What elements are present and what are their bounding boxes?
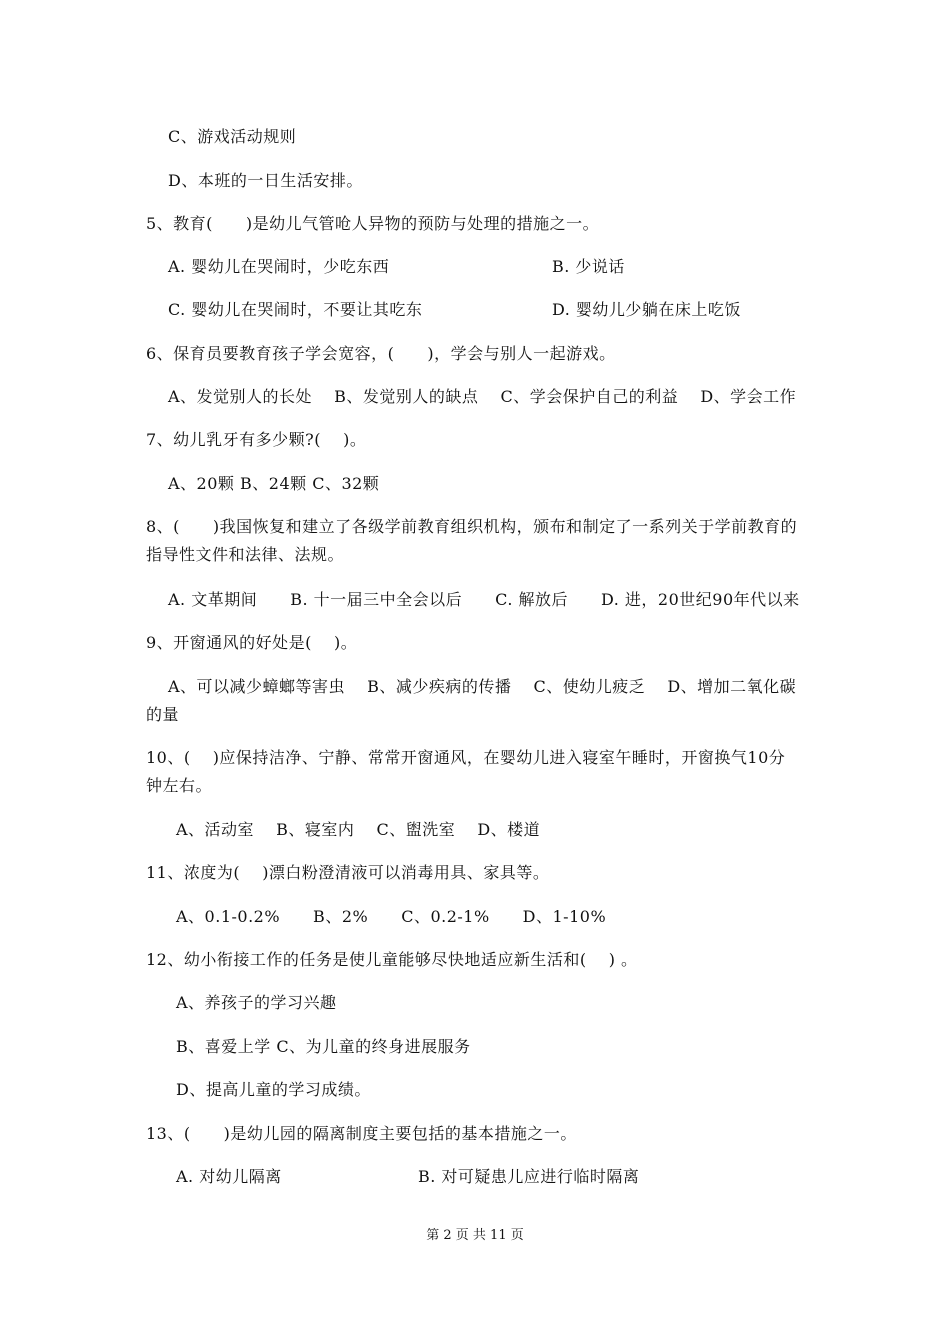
- question-line: 指导性文件和法律、法规。: [146, 545, 345, 564]
- option-line: A、发觉别人的长处 B、发觉别人的缺点 C、学会保护自己的利益 D、学会工作: [168, 387, 797, 406]
- option-b: B. 少说话: [552, 257, 625, 276]
- option-line: A、0.1-0.2% B、2% C、0.2-1% D、1-10%: [176, 907, 607, 926]
- question-line: 钟左右。: [146, 776, 213, 795]
- option-b: B. 对可疑患儿应进行临时隔离: [418, 1167, 640, 1186]
- option-c: C. 婴幼儿在哭闹时，不要让其吃东: [168, 300, 423, 319]
- question-line: 9、开窗通风的好处是( )。: [146, 633, 358, 652]
- question-line: 8、( )我国恢复和建立了各级学前教育组织机构，颁布和制定了一系列关于学前教育的: [146, 517, 798, 536]
- question-line: 5、教育( )是幼儿气管呛人异物的预防与处理的措施之一。: [146, 214, 600, 233]
- option-line: 的量: [146, 705, 180, 724]
- question-line: 11、浓度为( )漂白粉澄清液可以消毒用具、家具等。: [146, 863, 550, 882]
- question-line: 7、幼儿乳牙有多少颗?( )。: [146, 430, 367, 449]
- page-footer: 第 2 页 共 11 页: [426, 1228, 524, 1243]
- option-line: A、可以减少蟑螂等害虫 B、减少疾病的传播 C、使幼儿疲乏 D、增加二氧化碳: [168, 677, 797, 696]
- question-line: 13、( )是幼儿园的隔离制度主要包括的基本措施之一。: [146, 1124, 577, 1143]
- question-line: 10、( )应保持洁净、宁静、常常开窗通风，在婴幼儿进入寝室午睡时，开窗换气10分: [146, 748, 786, 767]
- option-d: D. 婴幼儿少躺在床上吃饭: [552, 300, 741, 319]
- option-a: A. 对幼儿隔离: [176, 1167, 282, 1186]
- question-line: 6、保育员要教育孩子学会宽容，( )，学会与别人一起游戏。: [146, 344, 616, 363]
- option-line: A. 文革期间 B. 十一届三中全会以后 C. 解放后 D. 进，20世纪90年代以来: [168, 590, 800, 609]
- option-line: D、提高儿童的学习成绩。: [176, 1080, 371, 1099]
- option-line: A、20颗 B、24颗 C、32颗: [168, 474, 380, 493]
- option-line: A、养孩子的学习兴趣: [176, 993, 337, 1012]
- question-line: 12、幼小衔接工作的任务是使儿童能够尽快地适应新生活和( ) 。: [146, 950, 638, 969]
- option-line: C、游戏活动规则: [168, 127, 297, 146]
- option-a: A. 婴幼儿在哭闹时，少吃东西: [168, 257, 390, 276]
- option-line: A、活动室 B、寝室内 C、盥洗室 D、楼道: [176, 820, 541, 839]
- option-line: D、本班的一日生活安排。: [168, 171, 363, 190]
- option-line: B、喜爱上学 C、为儿童的终身进展服务: [176, 1037, 471, 1056]
